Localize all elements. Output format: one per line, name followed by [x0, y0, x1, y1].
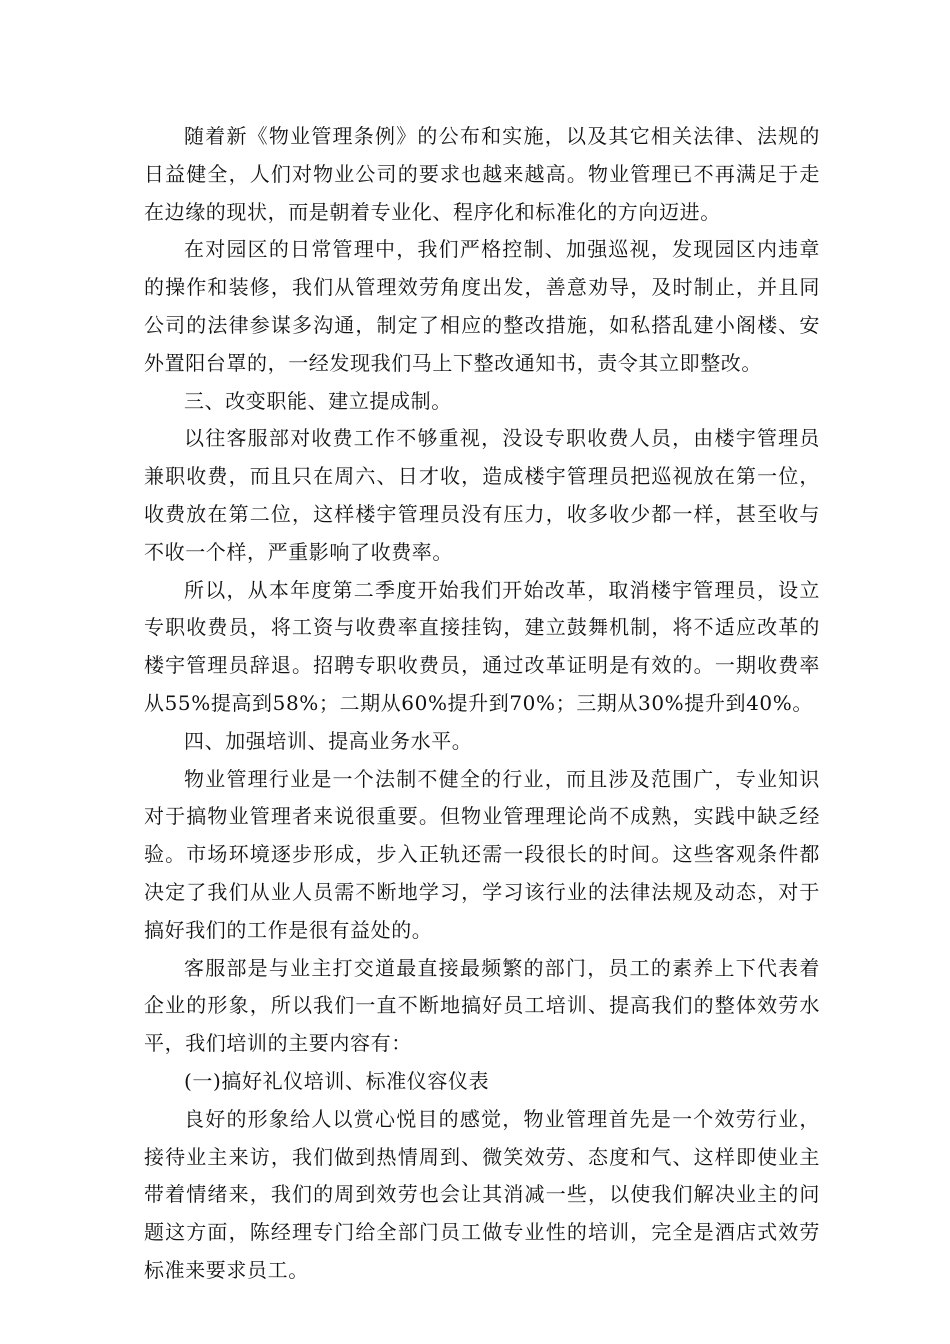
subheading-1: (一)搞好礼仪培训、标准仪容仪表 [184, 1068, 490, 1093]
paragraph-10: 良好的形象给人以赏心悦目的感觉，物业管理首先是一个效劳行业，接待业主来访，我们做到热情周到、微笑效劳、态度和气、这样即使业主带着情绪来，我们的周到效劳也会让其消减一些，以使我们解决业主的问题这方面，陈经理专门给全部门员工做专业性的培训，完全是酒店式效劳标准来要求员工。 [144, 1106, 820, 1282]
paragraph-2: 在对园区的日常管理中，我们严格控制、加强巡视，发现园区内违章的操作和装修，我们从管理效劳角度出发，善意劝导，及时制止，并且同公司的法律参谋多沟通，制定了相应的整改措施，如私搭乱建小阁楼、安外置阳台罩的，一经发现我们马上下整改通知书，责令其立即整改。 [144, 237, 820, 375]
document-body [144, 118, 820, 1290]
paragraph-5: 所以，从本年度第二季度开始我们开始改革，取消楼宇管理员，设立专职收费员，将工资与收费率直接挂钩，建立鼓舞机制，将不适应改革的楼宇管理员辞退。招聘专职收费员，通过改革证明是有效的。一期收费率从55%提高到58%；二期从60%提升到70%；三期从30%提升到40%。 [144, 577, 820, 715]
section-heading-4: 四、加强培训、提高业务水平。 [184, 728, 473, 753]
paragraph-8: 客服部是与业主打交道最直接最频繁的部门，员工的素养上下代表着企业的形象，所以我们一直不断地搞好员工培训、提高我们的整体效劳水平，我们培训的主要内容有： [144, 955, 820, 1056]
paragraph-1: 随着新《物业管理条例》的公布和实施，以及其它相关法律、法规的日益健全，人们对物业公司的要求也越来越高。物业管理已不再满足于走在边缘的现状，而是朝着专业化、程序化和标准化的方向迈进。 [144, 124, 820, 224]
paragraph-7: 物业管理行业是一个法制不健全的行业，而且涉及范围广，专业知识对于搞物业管理者来说很重要。但物业管理理论尚不成熟，实践中缺乏经验。市场环境逐步形成，步入正轨还需一段很长的时间。这些客观条件都决定了我们从业人员需不断地学习，学习该行业的法律法规及动态，对于搞好我们的工作是很有益处的。 [144, 766, 820, 942]
paragraph-4: 以往客服部对收费工作不够重视，没设专职收费人员，由楼宇管理员兼职收费，而且只在周六、日才收，造成楼宇管理员把巡视放在第一位，收费放在第二位，这样楼宇管理员没有压力，收多收少都一样，甚至收与不收一个样，严重影响了收费率。 [144, 426, 820, 564]
section-heading-3: 三、改变职能、建立提成制。 [184, 388, 452, 413]
